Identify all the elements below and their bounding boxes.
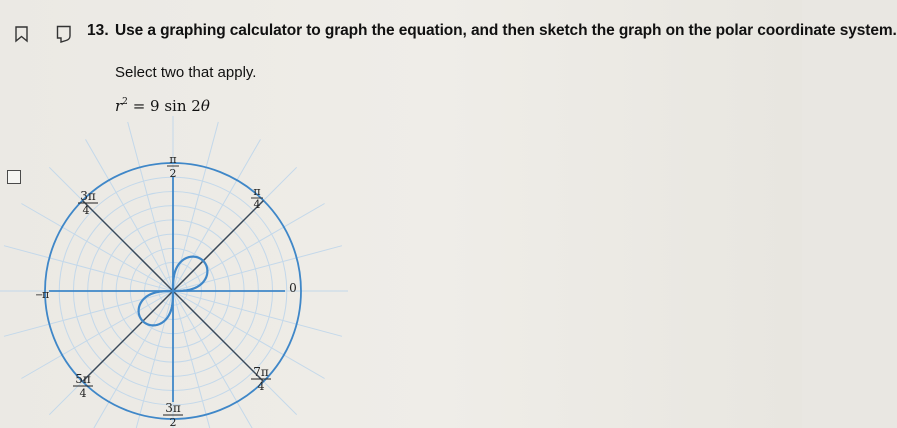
label-7pi-over-4 bbox=[251, 365, 271, 393]
label-pi-over-4-num: π bbox=[253, 185, 261, 198]
label-pi-over-2 bbox=[167, 153, 179, 180]
label-pi bbox=[35, 288, 49, 301]
instruction-text: Select two that apply. bbox=[115, 64, 257, 81]
label-5pi-over-4-num: 5π bbox=[75, 372, 91, 386]
label-zero: 0 bbox=[289, 281, 297, 295]
equation-theta: θ bbox=[200, 97, 210, 115]
equation-lhs-var: r bbox=[115, 97, 123, 115]
label-pi-over-2-num: π bbox=[169, 153, 177, 166]
label-pi-over-4 bbox=[251, 185, 263, 211]
label-5pi-over-4 bbox=[73, 372, 93, 400]
label-3pi-over-4-den: 4 bbox=[82, 204, 90, 217]
label-pi-text: π bbox=[42, 288, 50, 301]
label-3pi-over-2-den: 2 bbox=[169, 416, 177, 428]
label-3pi-over-2 bbox=[163, 401, 183, 428]
label-pi-over-4-den: 4 bbox=[253, 198, 261, 211]
label-3pi-over-4-num: 3π bbox=[80, 189, 96, 203]
equation-rhs: = 9 sin 2 bbox=[132, 97, 201, 115]
label-7pi-over-4-num: 7π bbox=[253, 365, 269, 379]
label-3pi-over-2-num: 3π bbox=[165, 401, 181, 415]
question-number: 13. bbox=[87, 22, 109, 39]
label-7pi-over-4-den: 4 bbox=[257, 380, 265, 393]
label-5pi-over-4-den: 4 bbox=[79, 387, 87, 400]
equation-exponent: 2 bbox=[122, 97, 128, 107]
label-pi-over-2-den: 2 bbox=[169, 167, 177, 180]
label-minus: − bbox=[35, 290, 44, 301]
question-text: Use a graphing calculator to graph the equation, and then sketch the graph on the polar coordinate system. bbox=[115, 22, 897, 39]
